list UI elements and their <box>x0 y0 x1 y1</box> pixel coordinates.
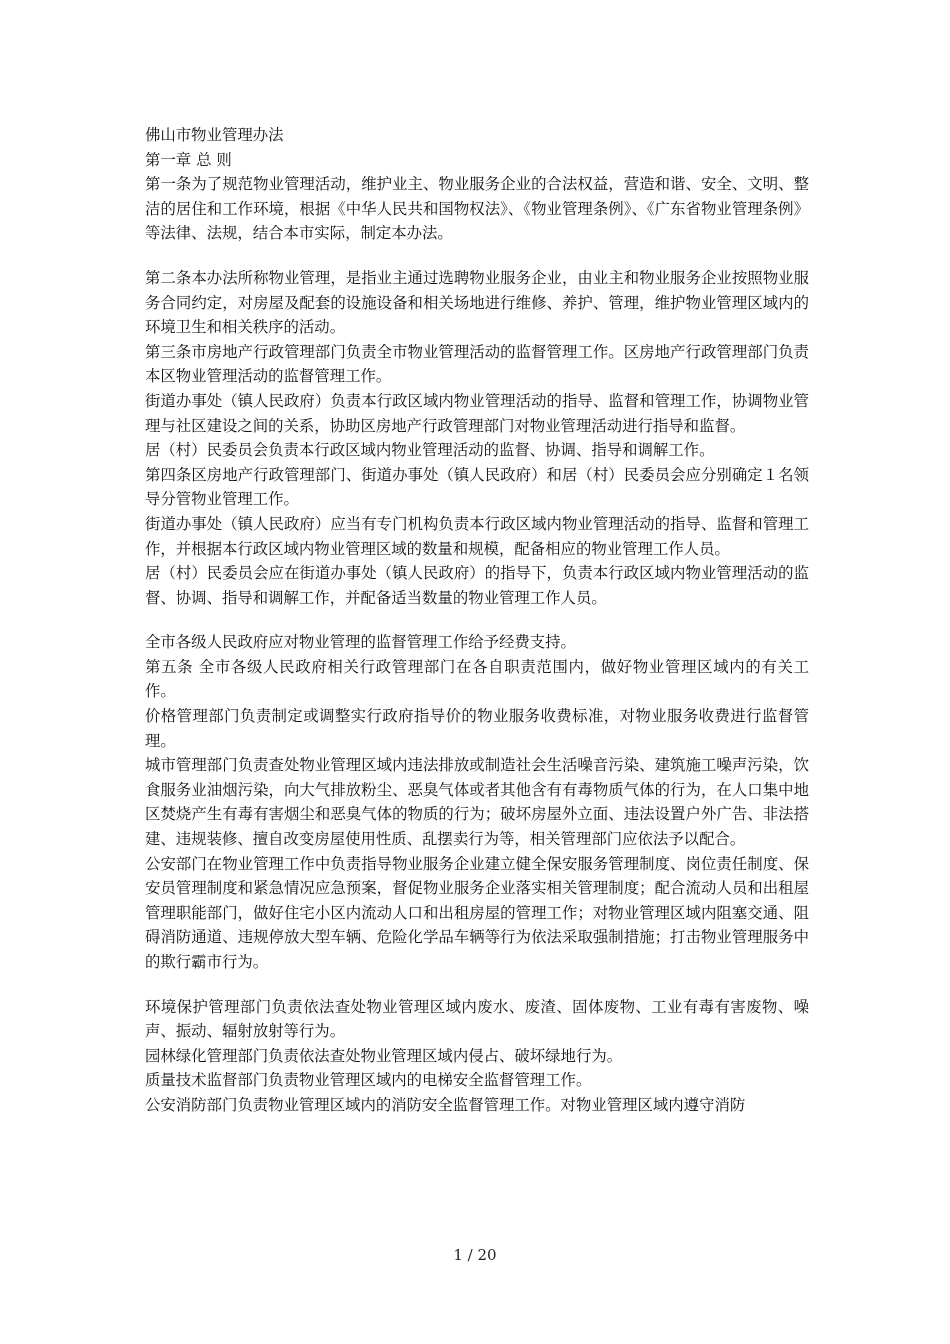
paragraph-spacer <box>145 610 809 630</box>
paragraph-article-2: 第二条本办法所称物业管理，是指业主通过选聘物业服务企业，由业主和物业服务企业按照物业服务合同约定，对房屋及配套的设施设备和相关场地进行维修、养护、管理，维护物业管理区域内的环境卫生和相关秩序的活动。 <box>145 268 809 337</box>
paragraph-street-office-staff: 街道办事处（镇人民政府）应当有专门机构负责本行政区域内物业管理活动的指导、监督和管理工作，并根据本行政区域内物业管理区域的数量和规模，配备相应的物业管理工作人员。 <box>145 514 809 558</box>
paragraph-fire-safety: 公安消防部门负责物业管理区域内的消防安全监督管理工作。对物业管理区域内遵守消防 <box>145 1095 746 1114</box>
document-title: 佛山市物业管理办法 <box>145 126 284 144</box>
paragraph-residents-committee: 居（村）民委员会负责本行政区域内物业管理活动的监督、协调、指导和调解工作。 <box>145 441 715 460</box>
paragraph-landscaping: 园林绿化管理部门负责依法查处物业管理区域内侵占、破坏绿地行为。 <box>145 1046 623 1065</box>
paragraph-street-office: 街道办事处（镇人民政府）负责本行政区域内物业管理活动的指导、监督和管理工作，协调物业管理与社区建设之间的关系，协助区房地产行政管理部门对物业管理活动进行指导和监督。 <box>145 391 809 435</box>
paragraph-price-dept: 价格管理部门负责制定或调整实行政府指导价的物业服务收费标准，对物业服务收费进行监督管理。 <box>145 707 809 750</box>
paragraph-spacer <box>145 246 809 266</box>
paragraph-public-security: 公安部门在物业管理工作中负责指导物业服务企业建立健全保安服务管理制度、岗位责任制度、保安员管理制度和紧急情况应急预案，督促物业服务企业落实相关管理制度；配合流动人员和出租屋管理职能部门，做好住宅小区内流动人口和出租房屋的管理工作；对物业管理区域内阻塞交通、阻碍消防通道、违规停放大型车辆、危险化学品车辆等行为依法采取强制措施；打击物业管理服务中的欺行霸市行为。 <box>145 854 809 971</box>
paragraph-quality-supervision: 质量技术监督部门负责物业管理区域内的电梯安全监督管理工作。 <box>145 1071 592 1090</box>
paragraph-environmental: 环境保护管理部门负责依法查处物业管理区域内废水、废渣、固体废物、工业有毒有害废物、噪声、振动、辐射放射等行为。 <box>145 997 809 1041</box>
document-body <box>145 123 809 1118</box>
paragraph-article-4: 第四条区房地产行政管理部门、街道办事处（镇人民政府）和居（村）民委员会应分别确定１名领导分管物业管理工作。 <box>145 465 809 509</box>
paragraph-spacer <box>145 975 809 995</box>
chapter-heading: 第一章 总 则 <box>145 150 232 169</box>
paragraph-article-5: 第五条 全市各级人民政府相关行政管理部门在各自职责范围内，做好物业管理区域内的有关工作。 <box>145 657 809 701</box>
paragraph-article-1: 第一条为了规范物业管理活动，维护业主、物业服务企业的合法权益，营造和谐、安全、文明、整洁的居住和工作环境，根据《中华人民共和国物权法》、《物业管理条例》、《广东省物业管理条例》等法律、法规，结合本市实际，制定本办法。 <box>145 175 809 243</box>
paragraph-committee-staff: 居（村）民委员会应在街道办事处（镇人民政府）的指导下，负责本行政区域内物业管理活动的监督、协调、指导和调解工作，并配备适当数量的物业管理工作人员。 <box>145 564 809 607</box>
paragraph-urban-management: 城市管理部门负责查处物业管理区域内违法排放或制造社会生活噪音污染、建筑施工噪声污染，饮食服务业油烟污染，向大气排放粉尘、恶臭气体或者其他含有有毒物质气体的行为，在人口集中地区焚烧产生有毒有害烟尘和恶臭气体的物质的行为；破坏房屋外立面、违法设置户外广告、非法搭建、违规装修、擅自改变房屋使用性质、乱摆卖行为等，相关管理部门应依法予以配合。 <box>145 756 809 849</box>
paragraph-funding: 全市各级人民政府应对物业管理的监督管理工作给予经费支持。 <box>145 633 576 652</box>
paragraph-article-3: 第三条市房地产行政管理部门负责全市物业管理活动的监督管理工作。区房地产行政管理部门负责本区物业管理活动的监督管理工作。 <box>145 342 809 386</box>
page-number: 1 / 20 <box>453 1246 497 1264</box>
